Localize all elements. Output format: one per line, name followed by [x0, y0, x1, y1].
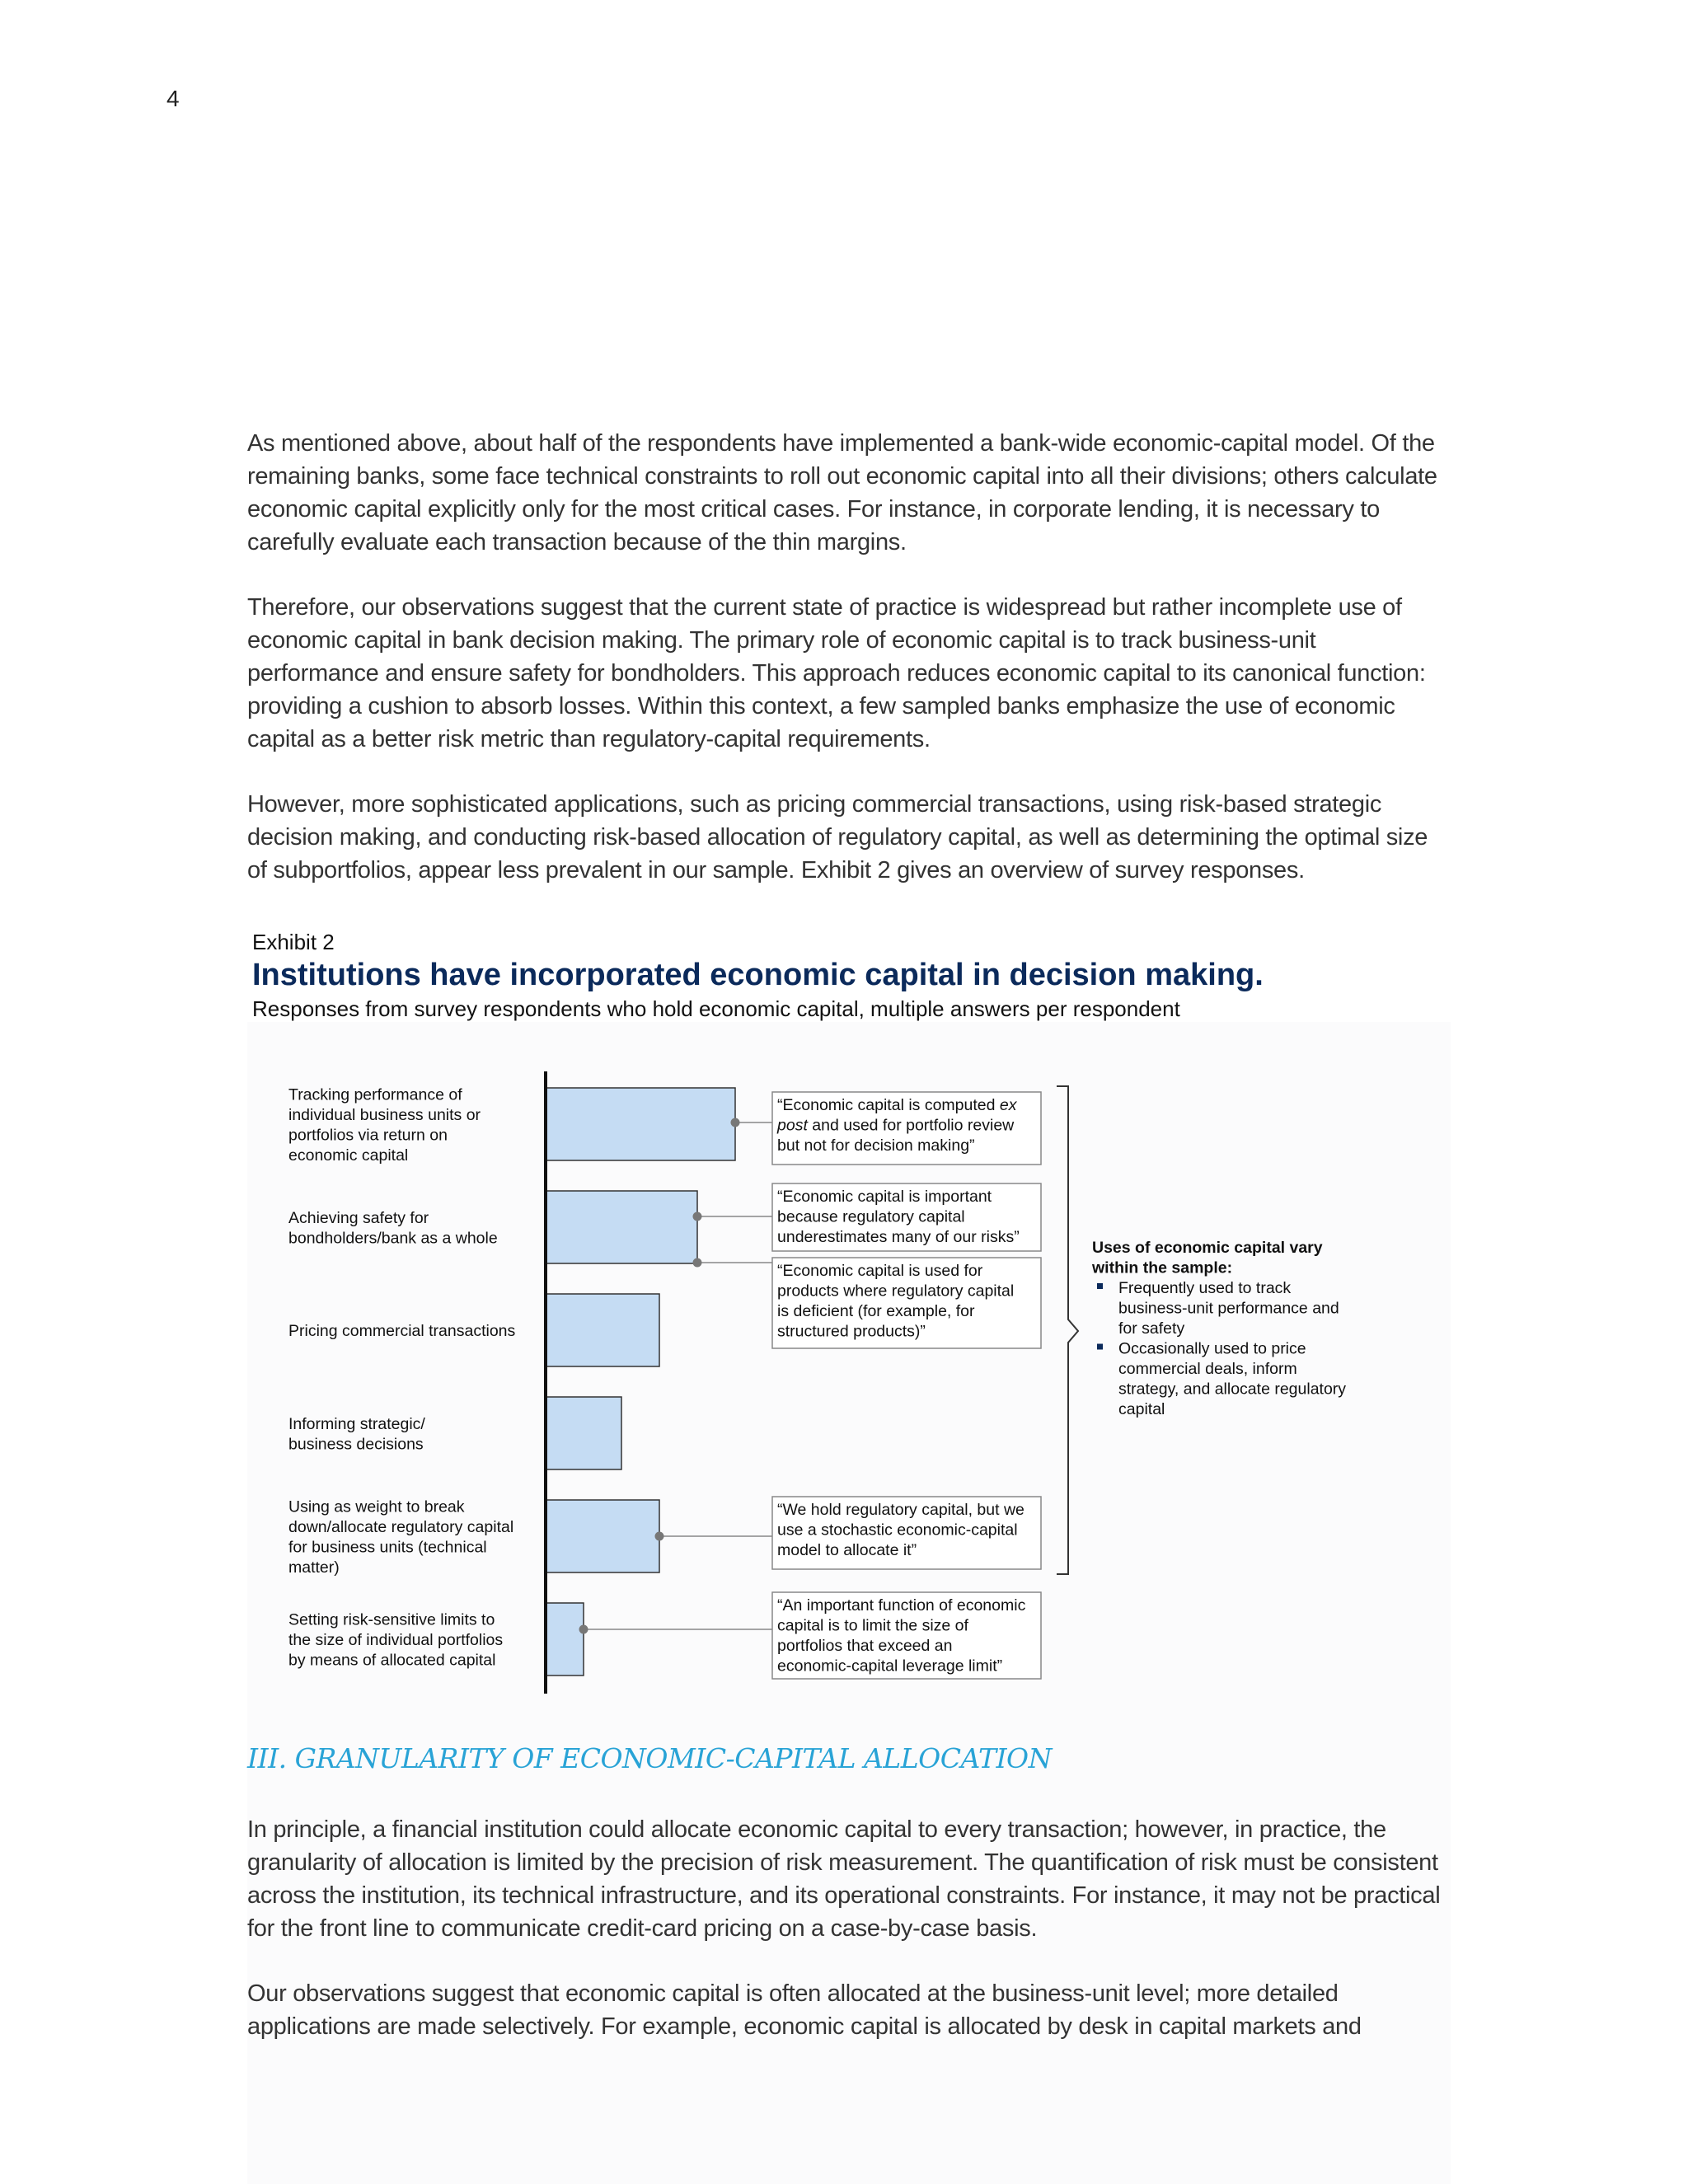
- exhibit-label: Exhibit 2: [252, 930, 335, 954]
- exhibit-subtitle: Responses from survey respondents who hold economic capital, multiple answers per respondent: [252, 996, 1180, 1021]
- summary-bracket: [1057, 1086, 1078, 1574]
- connector-dot: [693, 1212, 702, 1221]
- bar: [546, 1088, 735, 1160]
- bar: [546, 1294, 659, 1366]
- paragraph: In principle, a financial institution could allocate economic capital to every transaction; however, in practice, the granularity of allocation is limited by the precision of risk measurement. The quantification of risk must be consistent across the institution, its technical infrastructure, and its operational constraints. For instance, it may not be practical for the front line to communicate credit-card pricing on a case-by-case basis.: [247, 1816, 1441, 1942]
- summary-bullet: Frequently used to track business-unit performance and for safety: [1118, 1279, 1339, 1338]
- page-number: 4: [166, 86, 180, 111]
- exhibit-chart: [247, 1055, 1451, 1706]
- exhibit-title: Institutions have incorporated economic capital in decision making.: [252, 958, 1264, 992]
- quote-text: “Economic capital is used for products where regulatory capital is deficient (for example, for structured products)”: [777, 1262, 1015, 1341]
- category-label: Informing strategic/ business decisions: [288, 1414, 425, 1454]
- bullet-icon: [1097, 1283, 1103, 1289]
- bar: [546, 1603, 584, 1675]
- category-label: Using as weight to break down/allocate regulatory capital for business units (technical matter): [288, 1497, 514, 1577]
- connector-dot: [693, 1258, 702, 1268]
- connector-dot: [655, 1532, 664, 1541]
- summary-heading: Uses of economic capital vary within the sample:: [1092, 1239, 1323, 1277]
- bar: [546, 1500, 659, 1572]
- paragraph: Our observations suggest that economic capital is often allocated at the business-unit level; more detailed applications are made selectively. For example, economic capital is allocated by desk in capital markets and: [247, 1980, 1362, 2040]
- bullet-icon: [1097, 1344, 1103, 1350]
- quote-text: “Economic capital is computed ex post and used for portfolio review but not for decision making”: [777, 1096, 1017, 1155]
- quote-text: “An important function of economic capital is to limit the size of portfolios that exceed an economic-capital leverage limit”: [777, 1596, 1026, 1675]
- category-label: Setting risk-sensitive limits to the size of individual portfolios by means of allocated capital: [288, 1610, 504, 1670]
- category-label: Achieving safety for bondholders/bank as a whole: [288, 1208, 498, 1248]
- connector-dot: [731, 1118, 740, 1127]
- quote-text: “Economic capital is important because regulatory capital underestimates many of our risks”: [777, 1188, 1020, 1246]
- summary-bullet: Occasionally used to price commercial deals, inform strategy, and allocate regulatory capital: [1118, 1339, 1347, 1418]
- exhibit-header: [252, 930, 1439, 1022]
- section-heading: III. GRANULARITY OF ECONOMIC-CAPITAL ALLOCATION: [247, 1742, 1052, 1774]
- quote-text: “We hold regulatory capital, but we use a stochastic economic-capital model to allocate it”: [777, 1501, 1025, 1559]
- paragraph: However, more sophisticated applications, such as pricing commercial transactions, using risk-based strategic decision making, and conducting risk-based allocation of regulatory capital, as well as determining the optimal size of subportfolios, appear less prevalent in our sample. Exhibit 2 gives an overview of survey responses.: [247, 791, 1428, 883]
- paragraph: Therefore, our observations suggest that the current state of practice is widespread but rather incomplete use of economic capital in bank decision making. The primary role of economic capital is to track business-unit performance and ensure safety for bondholders. This approach reduces economic capital to its canonical function: providing a cushion to absorb losses. Within this context, a few sampled banks emphasize the use of economic capital as a better risk metric than regulatory-capital requirements.: [247, 594, 1426, 752]
- bar: [546, 1397, 621, 1469]
- section-text: [247, 1813, 1451, 2075]
- bar: [546, 1191, 697, 1263]
- paragraph: As mentioned above, about half of the respondents have implemented a bank-wide economic-capital model. Of the remaining banks, some face technical constraints to roll out economic capital into all their divisions; others calculate economic capital explicitly only for the most critical cases. For instance, in corporate lending, it is necessary to carefully evaluate each transaction because of the thin margins.: [247, 430, 1437, 555]
- intro-text: [247, 427, 1451, 919]
- connector-dot: [579, 1625, 588, 1634]
- category-label: Pricing commercial transactions: [288, 1322, 516, 1340]
- category-label: Tracking performance of individual business units or portfolios via return on economic capital: [288, 1085, 481, 1165]
